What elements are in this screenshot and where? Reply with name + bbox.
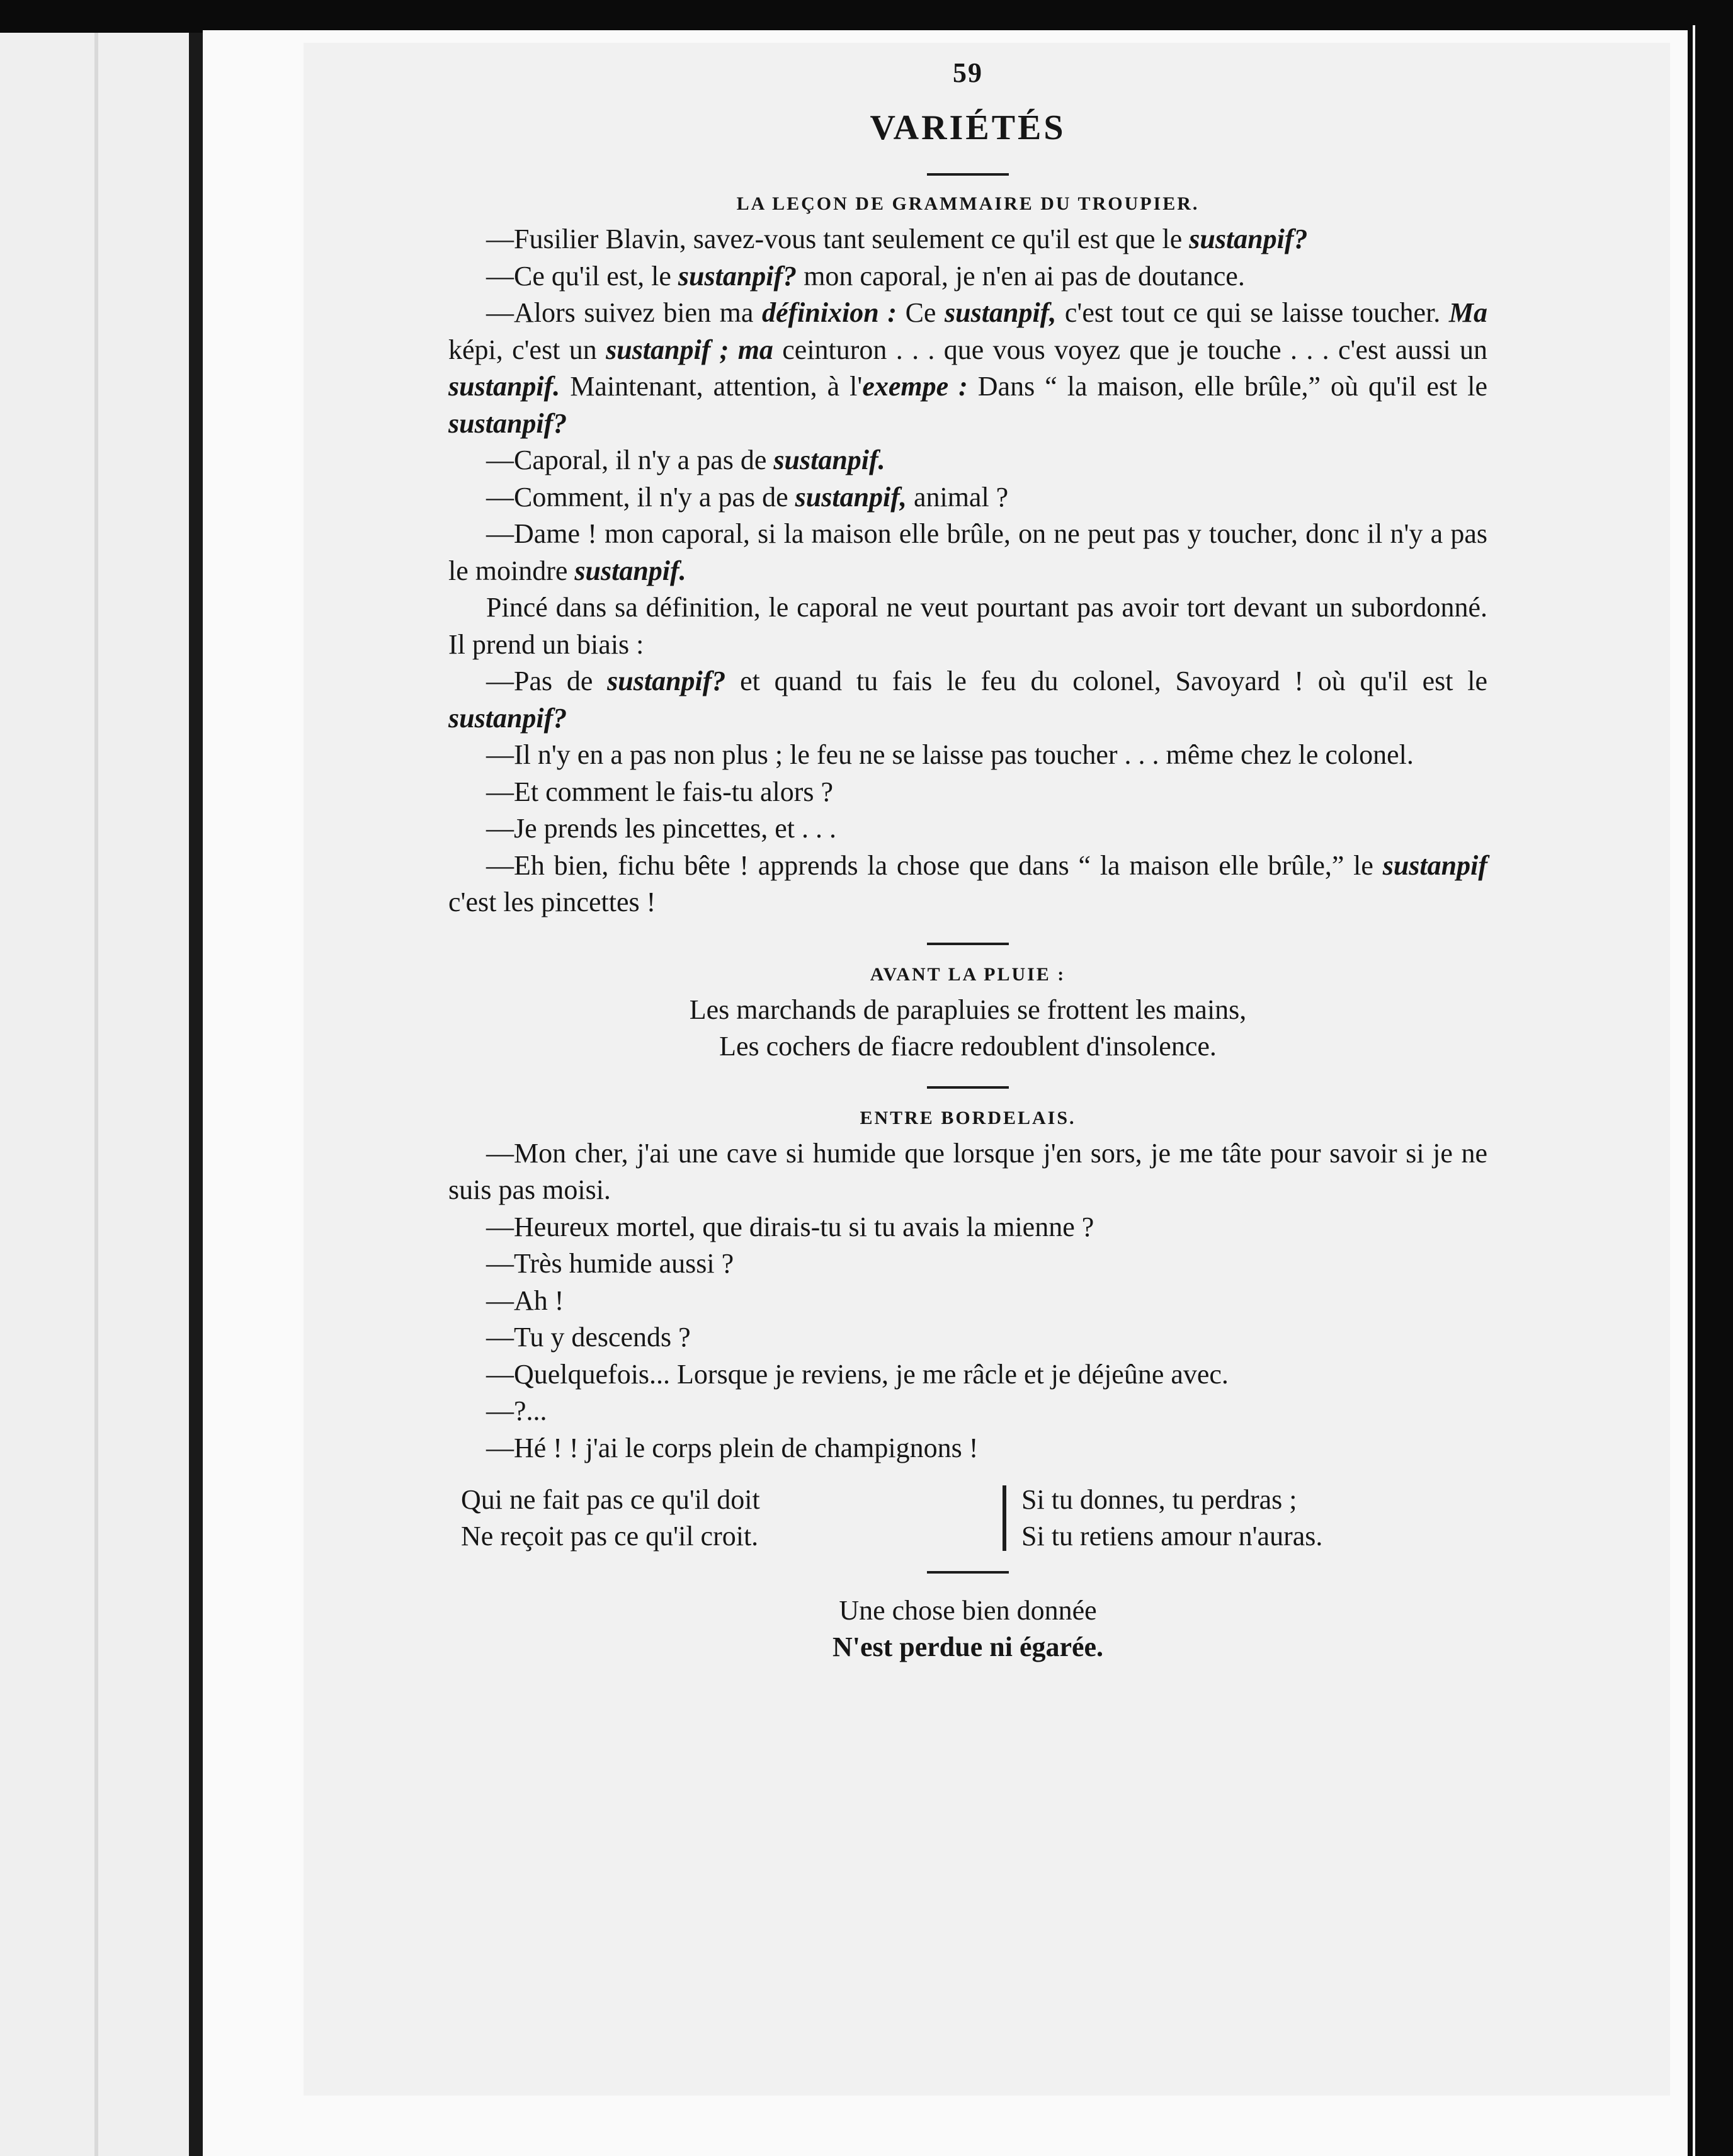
italic-term: sustanpif?	[1189, 224, 1308, 254]
text-run: mon caporal, je n'en ai pas de doutance.	[797, 260, 1245, 292]
italic-term: sustanpif?	[448, 702, 567, 734]
italic-term: sustanpif?	[607, 666, 726, 696]
italic-term: sustanpif,	[945, 297, 1057, 328]
italic-term: définixion :	[761, 297, 897, 328]
proverb-divider	[1003, 1485, 1006, 1551]
book-gutter	[189, 33, 203, 2156]
italic-term: sustanpif ; ma	[606, 334, 773, 365]
italic-term: exempe :	[862, 371, 968, 402]
dialogue-line: —Mon cher, j'ai une cave si humide que lorsque j'en sors, je me tâte pour savoir si je ne suis pas moisi.	[448, 1137, 1487, 1205]
dialogue-line	[448, 663, 1487, 737]
dialogue-line: —Ah !	[486, 1285, 564, 1316]
verse-line: Les cochers de fiacre redoublent d'insolence.	[719, 1030, 1217, 1062]
text-run: —Alors suivez bien ma	[486, 297, 762, 328]
article-body	[448, 221, 1487, 921]
page-number: 59	[953, 57, 983, 88]
article-divider	[927, 943, 1009, 945]
italic-term: sustanpif?	[678, 260, 797, 292]
right-scan-border	[1688, 25, 1733, 2156]
dialogue-line: —Tu y descends ?	[486, 1322, 691, 1353]
dialogue-line	[448, 221, 1487, 258]
text-run: —Et comment le fais-tu alors ?	[486, 776, 834, 807]
italic-term: sustanpif?	[448, 407, 567, 439]
dialogue-line: —?...	[486, 1395, 547, 1426]
dialogue-line	[448, 589, 1487, 663]
text-run: —Caporal, il n'y a pas de	[486, 445, 774, 475]
italic-term: sustanpif.	[574, 555, 686, 586]
article-heading: LA LEÇON DE GRAMMAIRE DU TROUPIER.	[736, 193, 1200, 214]
article-heading: AVANT LA PLUIE :	[870, 963, 1066, 985]
text-run: Maintenant, attention, à l'	[560, 371, 863, 402]
verse-line: N'est perdue ni égarée.	[832, 1631, 1104, 1662]
italic-term: sustanpif	[1382, 849, 1487, 881]
text-run: képi, c'est un	[448, 334, 606, 365]
text-run: —Ce qu'il est, le	[486, 260, 678, 292]
text-run: Ce	[897, 297, 945, 328]
dialogue-line: —Hé ! ! j'ai le corps plein de champignons !	[486, 1432, 979, 1463]
page-content	[448, 57, 1487, 1665]
text-run: c'est les pincettes !	[448, 887, 656, 917]
dialogue-line	[448, 295, 1487, 442]
italic-term: sustanpif.	[773, 445, 885, 475]
proverbs-block	[448, 1482, 1487, 1555]
dialogue-line	[448, 442, 1487, 479]
proverb-right	[1013, 1482, 1487, 1555]
verse-line: Une chose bien donnée	[839, 1595, 1097, 1626]
article-grammar-lesson	[448, 193, 1487, 921]
dialogue-line	[448, 516, 1487, 589]
text-run: et quand tu fais le feu du colonel, Savoyard ! où qu'il est le	[725, 666, 1487, 696]
proverb-line: Si tu donnes, tu perdras ;	[1021, 1484, 1297, 1515]
dialogue-line	[448, 848, 1487, 921]
text-run: —Comment, il n'y a pas de	[486, 481, 795, 513]
text-run: —Eh bien, fichu bête ! apprends la chose que dans “ la maison elle brûle,” le	[486, 849, 1383, 881]
text-run: ceinturon . . . que vous voyez que je touche . . . c'est aussi un	[773, 334, 1488, 365]
article-divider	[927, 1086, 1009, 1089]
dialogue-line	[448, 737, 1487, 774]
dialogue-line	[448, 479, 1487, 516]
text-run: Pincé dans sa définition, le caporal ne veut pourtant pas avoir tort devant un subordonné. Il prend un biais :	[448, 592, 1487, 660]
text-run: Dans “ la maison, elle brûle,” où qu'il est le	[967, 371, 1488, 402]
verse-line: Les marchands de parapluies se frottent les mains,	[689, 994, 1247, 1025]
section-title: VARIÉTÉS	[870, 108, 1066, 147]
italic-term: sustanpif,	[795, 481, 907, 513]
article-bordelais	[448, 1108, 1487, 1467]
dialogue-line	[448, 810, 1487, 848]
text-run: —Pas de	[486, 666, 608, 696]
proverb-line: Si tu retiens amour n'auras.	[1021, 1521, 1323, 1552]
dialogue-line: —Heureux mortel, que dirais-tu si tu avais la mienne ?	[486, 1211, 1094, 1242]
text-run: animal ?	[906, 481, 1009, 513]
article-before-rain	[448, 964, 1487, 1065]
dialogue-line: —Très humide aussi ?	[486, 1248, 734, 1279]
text-run: —Fusilier Blavin, savez-vous tant seulement ce qu'il est que le	[486, 224, 1190, 254]
proverb-line: Ne reçoit pas ce qu'il croit.	[461, 1521, 759, 1552]
dialogue-line: —Quelquefois... Lorsque je reviens, je me râcle et je déjeûne avec.	[486, 1358, 1229, 1390]
dialogue-line	[448, 774, 1487, 811]
section-divider	[927, 173, 1009, 176]
text-run: c'est tout ce qui se laisse toucher.	[1056, 297, 1449, 328]
italic-term: Ma	[1448, 297, 1487, 328]
dialogue-line	[448, 258, 1487, 295]
text-run: —Je prends les pincettes, et . . .	[486, 813, 836, 844]
article-heading: ENTRE BORDELAIS.	[860, 1107, 1076, 1128]
article-divider	[927, 1571, 1009, 1574]
facing-page-edge	[0, 33, 189, 2156]
proverb-line: Qui ne fait pas ce qu'il doit	[461, 1484, 760, 1515]
italic-term: sustanpif.	[448, 371, 560, 402]
text-run: —Il n'y en a pas non plus ; le feu ne se laisse pas toucher . . . même chez le colonel.	[486, 739, 1414, 770]
proverb-left	[448, 1482, 1003, 1555]
text-run: —Dame ! mon caporal, si la maison elle brûle, on ne peut pas y toucher, donc il n'y a pas le moindre	[448, 518, 1487, 586]
closing-proverb	[448, 1592, 1487, 1665]
